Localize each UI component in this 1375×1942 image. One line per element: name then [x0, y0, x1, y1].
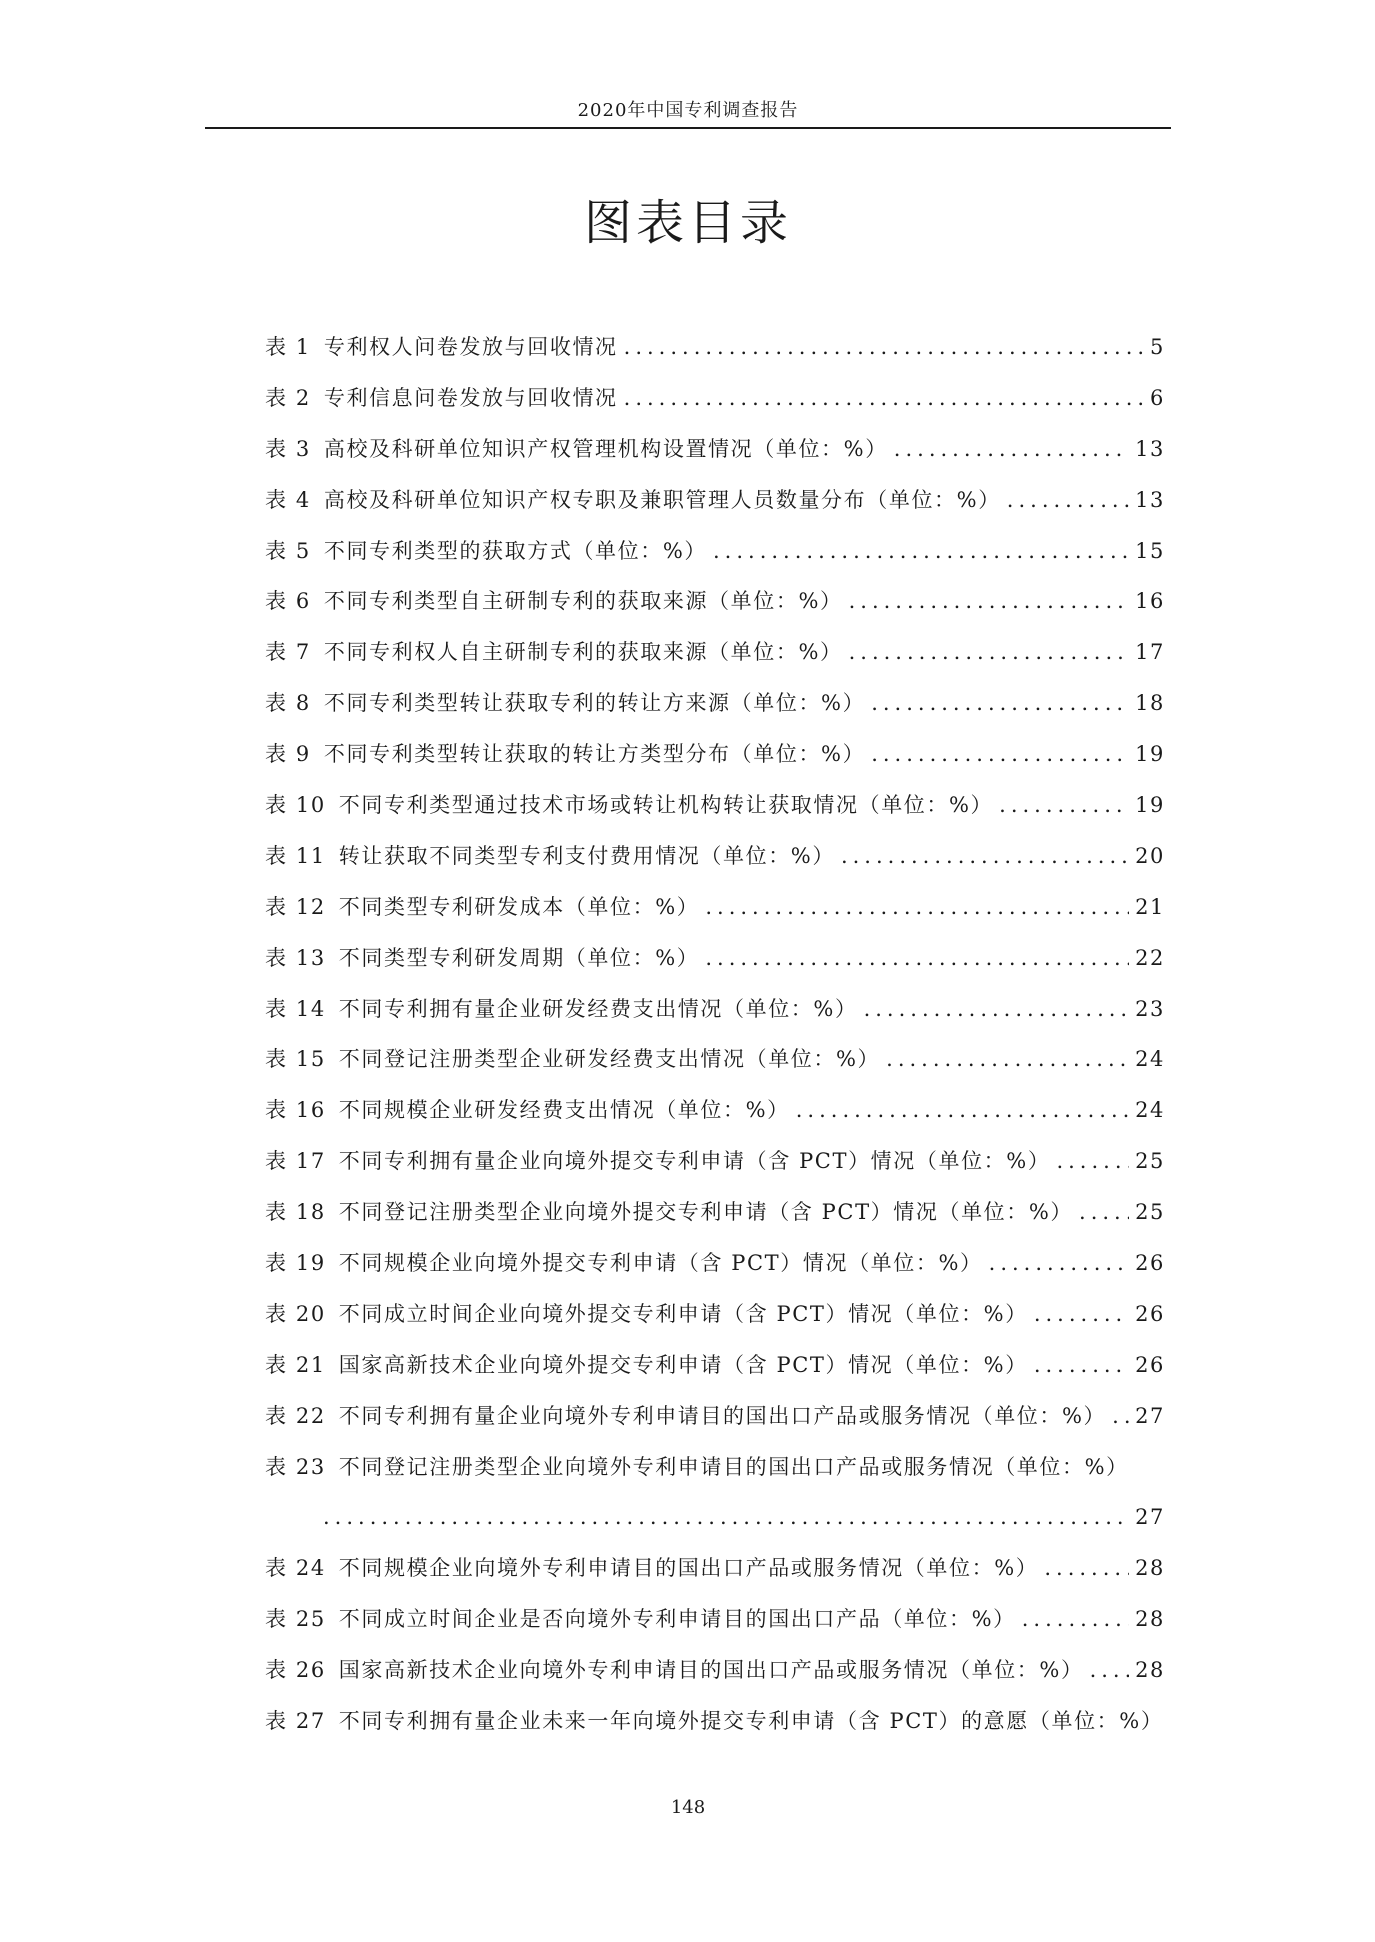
- toc-entry-page: 25: [1135, 1149, 1165, 1174]
- toc-entry-label: [265, 882, 699, 933]
- toc-entry-label: [265, 322, 618, 373]
- page-title: 图表目录: [583, 195, 792, 251]
- toc-entry-title: 不同规模企业向境外提交专利申请（含 PCT）情况（单位：%）: [338, 1251, 983, 1276]
- toc-entry-label: [265, 1289, 1028, 1340]
- toc-entry-page: 24: [1135, 1047, 1165, 1072]
- dot-leader: [849, 576, 1129, 627]
- toc-entry-title: 不同专利类型转让获取的转让方类型分布（单位：%）: [323, 742, 866, 767]
- dot-leader: [705, 933, 1129, 984]
- toc-entry-page: 27: [1135, 1505, 1165, 1530]
- toc-entry-label: [265, 1085, 790, 1136]
- toc-entry-number: 表 20: [265, 1301, 326, 1326]
- toc-entry-title: 转让获取不同类型专利支付费用情况（单位：%）: [338, 843, 835, 868]
- toc-entry-page: 15: [1135, 538, 1165, 563]
- toc-entry-label: [265, 373, 618, 424]
- toc-entry-title: 高校及科研单位知识产权管理机构设置情况（单位：%）: [323, 436, 888, 461]
- toc-entry-number: 表 22: [265, 1403, 326, 1428]
- dot-leader: [624, 373, 1144, 424]
- toc-entry-title: 不同类型专利研发周期（单位：%）: [338, 945, 700, 970]
- toc-entry-number: 表 18: [265, 1200, 326, 1225]
- toc-entry-title: 不同专利权人自主研制专利的获取来源（单位：%）: [323, 640, 843, 665]
- toc-entry-page: 20: [1135, 843, 1165, 868]
- toc-entry-page: 13: [1135, 487, 1165, 512]
- toc-entry-label: [265, 1543, 1038, 1594]
- dot-leader: [841, 831, 1129, 882]
- toc-entry[interactable]: [265, 1391, 1165, 1442]
- toc-entry[interactable]: [265, 1645, 1165, 1696]
- toc-entry-page: 19: [1135, 793, 1165, 818]
- toc-entry-title: 不同规模企业研发经费支出情况（单位：%）: [338, 1098, 790, 1123]
- toc-entry[interactable]: [265, 424, 1165, 475]
- toc-entry-label: [265, 678, 865, 729]
- toc-entry[interactable]: [265, 882, 1165, 933]
- dot-leader: [624, 322, 1144, 373]
- toc-entry-label: [265, 984, 858, 1035]
- toc-entry-label: [265, 526, 707, 577]
- toc-entry-number: 表 19: [265, 1251, 326, 1276]
- toc-entry-title: 国家高新技术企业向境外专利申请目的国出口产品或服务情况（单位：%）: [338, 1658, 1084, 1683]
- toc-entry[interactable]: [265, 373, 1165, 424]
- toc-entry-label: [265, 1442, 1129, 1493]
- toc-entry[interactable]: [265, 1442, 1165, 1544]
- toc-entry-label: [265, 1645, 1084, 1696]
- toc-entry-page: 27: [1135, 1403, 1165, 1428]
- toc-entry-title: 不同成立时间企业是否向境外专利申请目的国出口产品（单位：%）: [338, 1607, 1016, 1632]
- page-number: 148: [670, 1797, 706, 1818]
- toc-entry-number: 表 5: [265, 538, 311, 563]
- dot-leader: [705, 882, 1129, 933]
- toc-entry[interactable]: [265, 1136, 1165, 1187]
- toc-entry-title: 不同专利类型通过技术市场或转让机构转让获取情况（单位：%）: [338, 793, 994, 818]
- dot-leader: [1022, 1594, 1129, 1645]
- toc-entry-number: 表 10: [265, 793, 326, 818]
- toc-entry-title: 不同专利类型转让获取专利的转让方来源（单位：%）: [323, 691, 866, 716]
- toc-entry[interactable]: [265, 1696, 1165, 1747]
- dot-leader: [886, 1034, 1129, 1085]
- toc-entry[interactable]: [265, 1034, 1165, 1085]
- toc-entry-label: [265, 475, 1001, 526]
- toc-entry-title: 专利信息问卷发放与回收情况: [323, 385, 618, 410]
- toc-entry-number: 表 13: [265, 945, 326, 970]
- toc-entry-title: 不同规模企业向境外专利申请目的国出口产品或服务情况（单位：%）: [338, 1556, 1039, 1581]
- toc-entry-page: 5: [1150, 335, 1165, 359]
- toc-entry[interactable]: [265, 576, 1165, 627]
- toc-entry-page: 19: [1135, 742, 1165, 767]
- toc-entry[interactable]: [265, 1238, 1165, 1289]
- toc-entry-label: [265, 1594, 1016, 1645]
- toc-entry[interactable]: [265, 1543, 1165, 1594]
- toc-entry-page: 6: [1150, 385, 1165, 410]
- table-of-contents: [265, 322, 1165, 1747]
- toc-entry-title: 不同登记注册类型企业研发经费支出情况（单位：%）: [338, 1047, 881, 1072]
- toc-entry-number: 表 26: [265, 1658, 326, 1683]
- toc-entry-label: [265, 1340, 1028, 1391]
- toc-entry-title: 不同专利拥有量企业向境外专利申请目的国出口产品或服务情况（单位：%）: [338, 1403, 1107, 1428]
- toc-entry-label: [265, 729, 865, 780]
- toc-entry[interactable]: [265, 1289, 1165, 1340]
- toc-entry-page: 21: [1135, 894, 1165, 919]
- dot-leader: [796, 1085, 1129, 1136]
- toc-entry-label: [265, 780, 993, 831]
- dot-leader: [1007, 475, 1129, 526]
- toc-entry[interactable]: [265, 1187, 1165, 1238]
- dot-leader: [989, 1238, 1129, 1289]
- dot-leader: [871, 729, 1129, 780]
- toc-entry-page: 23: [1135, 996, 1165, 1021]
- toc-entry-title: 不同专利拥有量企业向境外提交专利申请（含 PCT）情况（单位：%）: [338, 1149, 1051, 1174]
- dot-leader: [871, 678, 1129, 729]
- toc-entry-page: 26: [1135, 1352, 1165, 1377]
- toc-entry-label: [265, 1136, 1050, 1187]
- toc-entry-page: 13: [1135, 436, 1165, 461]
- toc-entry-title: 专利权人问卷发放与回收情况: [323, 335, 618, 359]
- toc-entry-page: 18: [1135, 691, 1165, 716]
- toc-entry-number: 表 27: [265, 1709, 326, 1734]
- toc-entry-number: 表 15: [265, 1047, 326, 1072]
- toc-entry-title: 不同专利拥有量企业未来一年向境外提交专利申请（含 PCT）的意愿（单位：%）: [338, 1709, 1164, 1734]
- toc-entry-number: 表 3: [265, 436, 311, 461]
- toc-entry-number: 表 2: [265, 385, 311, 410]
- dot-leader: [1090, 1645, 1130, 1696]
- dot-leader: [1034, 1340, 1129, 1391]
- running-header: 2020年中国专利调查报告: [577, 100, 799, 121]
- toc-entry[interactable]: [265, 1085, 1165, 1136]
- toc-entry-page: 22: [1135, 945, 1165, 970]
- toc-entry[interactable]: [265, 322, 1165, 373]
- toc-entry[interactable]: [265, 627, 1165, 678]
- toc-entry-page: 17: [1135, 640, 1165, 665]
- toc-entry-number: 表 17: [265, 1149, 326, 1174]
- toc-entry-label: [265, 831, 835, 882]
- toc-entry[interactable]: [265, 933, 1165, 984]
- dot-leader: [849, 627, 1129, 678]
- header-rule: [205, 127, 1171, 129]
- toc-entry-label: [265, 1238, 983, 1289]
- toc-entry-label: [265, 1034, 880, 1085]
- toc-entry-number: 表 12: [265, 894, 326, 919]
- toc-entry-title: 国家高新技术企业向境外提交专利申请（含 PCT）情况（单位：%）: [338, 1352, 1028, 1377]
- toc-entry-page: 28: [1135, 1658, 1165, 1683]
- toc-entry-page: 26: [1135, 1251, 1165, 1276]
- toc-entry-label: [265, 933, 699, 984]
- toc-entry[interactable]: [265, 526, 1165, 577]
- dot-leader: [1056, 1136, 1129, 1187]
- dot-leader: [999, 780, 1129, 831]
- toc-entry-number: 表 4: [265, 487, 311, 512]
- toc-entry-number: 表 23: [265, 1454, 326, 1479]
- toc-entry[interactable]: [265, 1594, 1165, 1645]
- toc-entry-title: 高校及科研单位知识产权专职及兼职管理人员数量分布（单位：%）: [323, 487, 1001, 512]
- toc-entry-label: [265, 1696, 1163, 1747]
- toc-entry-page: 26: [1135, 1301, 1165, 1326]
- toc-entry-number: 表 11: [265, 843, 326, 868]
- toc-entry-title: 不同成立时间企业向境外提交专利申请（含 PCT）情况（单位：%）: [338, 1301, 1028, 1326]
- toc-entry[interactable]: [265, 984, 1165, 1035]
- toc-entry-page: 16: [1135, 589, 1165, 614]
- toc-entry-page: 28: [1135, 1607, 1165, 1632]
- toc-entry-title: 不同登记注册类型企业向境外专利申请目的国出口产品或服务情况（单位：%）: [338, 1454, 1129, 1479]
- toc-entry[interactable]: [265, 780, 1165, 831]
- toc-entry-title: 不同专利类型的获取方式（单位：%）: [323, 538, 707, 563]
- dot-leader: [1112, 1391, 1129, 1442]
- toc-entry[interactable]: [265, 1340, 1165, 1391]
- toc-entry[interactable]: [265, 831, 1165, 882]
- toc-entry-page: 28: [1135, 1556, 1165, 1581]
- toc-entry[interactable]: [265, 729, 1165, 780]
- toc-entry-number: 表 24: [265, 1556, 326, 1581]
- toc-entry-number: 表 16: [265, 1098, 326, 1123]
- toc-entry-number: 表 21: [265, 1352, 326, 1377]
- dot-leader: [323, 1492, 1129, 1543]
- toc-entry[interactable]: [265, 678, 1165, 729]
- dot-leader: [1044, 1543, 1129, 1594]
- toc-entry-number: 表 1: [265, 335, 311, 359]
- toc-entry-label: [265, 1391, 1106, 1442]
- dot-leader: [864, 984, 1130, 1035]
- toc-entry-label: [265, 424, 888, 475]
- toc-entry-number: 表 25: [265, 1607, 326, 1632]
- toc-entry[interactable]: [265, 475, 1165, 526]
- toc-entry-number: 表 7: [265, 640, 311, 665]
- dot-leader: [713, 526, 1129, 577]
- dot-leader: [1079, 1187, 1129, 1238]
- toc-entry-number: 表 6: [265, 589, 311, 614]
- toc-entry-label: [265, 627, 843, 678]
- toc-entry-label: [265, 576, 843, 627]
- toc-entry-number: 表 14: [265, 996, 326, 1021]
- toc-entry-title: 不同专利类型自主研制专利的获取来源（单位：%）: [323, 589, 843, 614]
- toc-entry-title: 不同登记注册类型企业向境外提交专利申请（含 PCT）情况（单位：%）: [338, 1200, 1074, 1225]
- toc-entry-label: [265, 1187, 1073, 1238]
- toc-entry-title: 不同类型专利研发成本（单位：%）: [338, 894, 700, 919]
- toc-entry-title: 不同专利拥有量企业研发经费支出情况（单位：%）: [338, 996, 858, 1021]
- toc-entry-page: 25: [1135, 1200, 1165, 1225]
- dot-leader: [894, 424, 1129, 475]
- toc-entry-number: 表 9: [265, 742, 311, 767]
- dot-leader: [1034, 1289, 1129, 1340]
- toc-entry-number: 表 8: [265, 691, 311, 716]
- toc-entry-page: 24: [1135, 1098, 1165, 1123]
